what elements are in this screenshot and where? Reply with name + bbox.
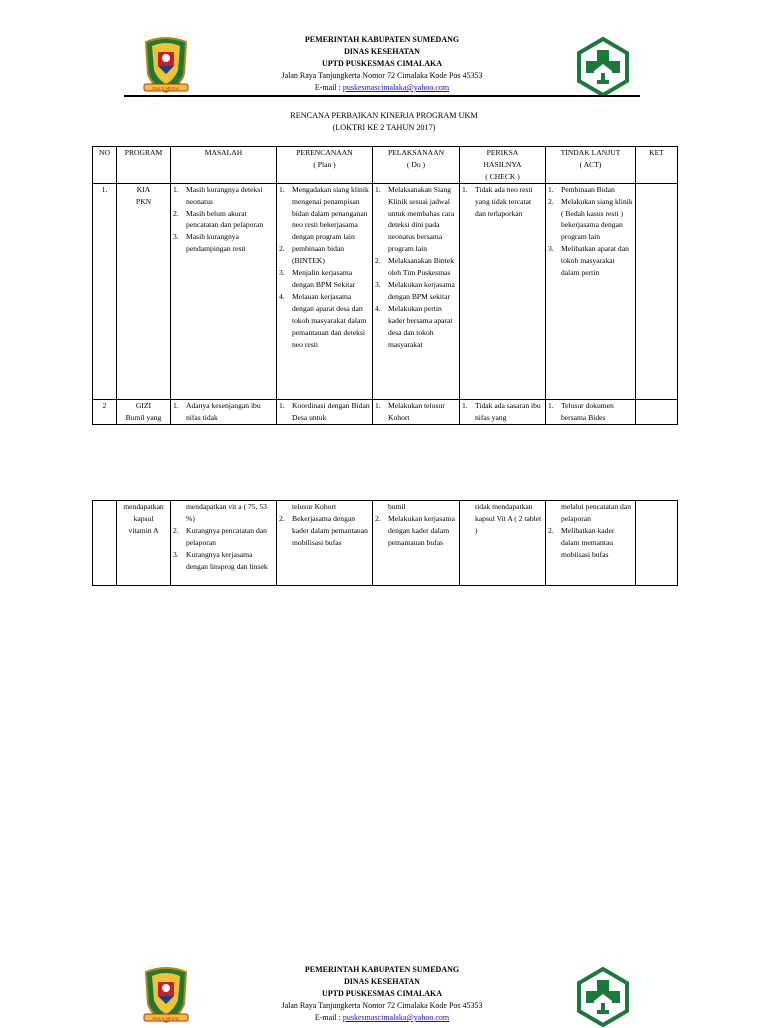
numbered-list [375, 184, 457, 351]
puskesmas-logo [572, 36, 634, 98]
list-item [279, 513, 370, 549]
list-item-number: 3. [548, 244, 554, 254]
list-item [548, 196, 633, 244]
act-continuation: melalui pencatatan dan pelaporan [561, 502, 631, 523]
list-item-text: pembinaan bidan (BINTEK) [292, 244, 345, 266]
list-item [548, 525, 633, 561]
list-item-number: 3. [279, 268, 285, 278]
row-no [93, 501, 117, 586]
numbered-list [462, 400, 543, 424]
list-item [462, 400, 543, 424]
email-link[interactable]: puskesmascimalaka@yahoo.com [342, 1013, 450, 1022]
document-title [0, 110, 768, 134]
government-name: PEMERINTAH KABUPATEN SUMEDANG [304, 35, 460, 44]
numbered-list [173, 184, 274, 255]
do-continuation: bumil [388, 502, 406, 511]
numbered-list [279, 513, 370, 549]
list-item-text: Masih kurangnya deteksi neonatus [186, 184, 263, 206]
col-ket: KET [636, 147, 678, 184]
list-item-number: 2. [279, 244, 285, 254]
col-plan: PERENCANAAN ( Plan ) [277, 147, 373, 184]
list-item [279, 267, 370, 291]
row-masalah [171, 183, 277, 399]
numbered-list [462, 184, 543, 220]
row-act [546, 399, 636, 424]
list-item [173, 525, 274, 549]
row-ket [636, 399, 678, 424]
list-item-number: 3. [173, 549, 179, 559]
table-row [93, 501, 678, 586]
numbered-list [548, 525, 633, 561]
numbered-list [548, 400, 633, 424]
list-item [375, 303, 457, 351]
address: Jalan Raya Tanjungkerta Nomor 72 Cimalaka Kode Pos 45353 [281, 71, 483, 80]
list-item-text: Melibatkan kader dalam memantau mobiisasi bufas [561, 525, 615, 559]
list-item-number: 1. [173, 184, 179, 194]
list-item [375, 255, 457, 279]
list-item [279, 184, 370, 244]
list-item-number: 1. [173, 400, 179, 410]
list-item-number: 1. [462, 184, 468, 194]
list-item-text: Melakukan telusur Kohort [388, 400, 445, 422]
list-item-text: Melakukan siang klinik ( Bedah kasus resti ) bekerjasama dengan program lain [561, 196, 633, 242]
list-item-number: 4. [375, 303, 381, 313]
row-no: 1. [93, 183, 117, 399]
list-item-number: 1. [279, 184, 285, 194]
list-item-number: 2. [548, 525, 554, 535]
row-plan [277, 399, 373, 424]
list-item-text: Masih kurangnya pendampingan resti [186, 232, 246, 254]
list-item [173, 184, 274, 208]
list-item-text: Tidak ada neo resti yang tidak tercatat dan terlaporkan [475, 184, 533, 218]
list-item-text: Mengadakan siang klinik mengenai penampisan bidan dalam penanganan neo resti bekerjasama dengan program lain [292, 184, 369, 242]
list-item-text: Kurangnya kerjasama dengan linsprog dan linsek [186, 549, 268, 571]
puskesmas-name: UPTD PUSKESMAS CIMALAKA [321, 989, 442, 998]
list-item [279, 400, 370, 424]
list-item-text: Masih belum akurat pencatatan dan pelaporan [186, 208, 264, 230]
letterhead-bottom [0, 962, 768, 1022]
list-item-number: 4. [279, 291, 285, 301]
numbered-list [375, 400, 457, 424]
list-item-text: Menjalin kerjasama dengan BPM Sekitar [292, 268, 356, 289]
row-program: KIA PKN [117, 183, 171, 399]
row-do [373, 501, 460, 586]
title-main: RENCANA PERBAIKAN KINERJA PROGRAM UKM [290, 111, 478, 120]
col-do: PELAKSANAAN ( Do ) [373, 147, 460, 184]
address: Jalan Raya Tanjungkerta Nomor 72 Cimalaka Kode Pos 45353 [281, 1001, 483, 1010]
list-item-number: 1. [548, 184, 554, 194]
plan-continuation: telusur Kohort [292, 502, 337, 511]
government-name: PEMERINTAH KABUPATEN SUMEDANG [304, 965, 460, 974]
list-item [173, 549, 274, 573]
list-item-number: 1. [279, 400, 285, 410]
row-check [460, 183, 546, 399]
emblem-motto: INSUN MEDAL [152, 86, 180, 91]
check-continuation: tidak mendapatkan kapsul Vit A ( 2 tablet ) [475, 502, 542, 535]
list-item [173, 231, 274, 255]
list-item-number: 3. [173, 232, 179, 242]
numbered-list [173, 400, 274, 424]
plan-table-continued [92, 500, 678, 586]
list-item-number: 2. [173, 208, 179, 218]
list-item-number: 3. [375, 279, 381, 289]
title-sub: (LOKTRI KE 2 TAHUN 2017) [332, 123, 436, 132]
list-item-text: Melibatkan aparat dan tokoh masyarakat dalam pertin [561, 244, 629, 278]
email-label: E-mail : [314, 83, 343, 92]
row-act [546, 183, 636, 399]
letterhead-divider [124, 95, 640, 97]
list-item [548, 184, 633, 196]
row-ket [636, 183, 678, 399]
email-label: E-mail : [314, 1013, 343, 1022]
numbered-list [279, 400, 370, 424]
list-item-text: Telusur dokumen bersama Bides [561, 400, 614, 422]
list-item [462, 184, 543, 220]
list-item-text: Melaksanakan Bintek oleh Tim Puskesmas [388, 256, 455, 278]
list-item [173, 208, 274, 232]
col-program: PROGRAM [117, 147, 171, 184]
table-row [93, 183, 678, 399]
list-item-text: Adanya kesenjangan ibu nifas tidak [186, 400, 261, 422]
row-masalah [171, 399, 277, 424]
puskesmas-name: UPTD PUSKESMAS CIMALAKA [321, 59, 442, 68]
list-item-number: 2. [375, 513, 381, 523]
list-item [548, 243, 633, 279]
numbered-list [375, 513, 457, 549]
col-masalah: MASALAH [171, 147, 277, 184]
list-item-text: Bekerjasama dengan kader dalam pemantauan mobilisasi bufas [292, 513, 368, 547]
list-item-number: 2. [548, 196, 554, 206]
kabupaten-sumedang-emblem [140, 966, 192, 1024]
row-do [373, 399, 460, 424]
row-masalah [171, 501, 277, 586]
list-item [548, 400, 633, 424]
list-item-text: Kurangnya pencatatan dan pelaporan [186, 525, 267, 547]
list-item-number: 1. [462, 400, 468, 410]
col-act: TINDAK LANJUT ( ACT) [546, 147, 636, 184]
list-item [375, 400, 457, 424]
row-no: 2 [93, 399, 117, 424]
list-item-text: Melakukan pertin kader bersama aparat desa dan tokoh masyarakat [388, 303, 453, 349]
department-name: DINAS KESEHATAN [344, 977, 420, 986]
list-item-text: Melakukan kerjasama dengan kader dalam pemantauan bufas [388, 513, 455, 547]
row-plan [277, 501, 373, 586]
col-check: PERIKSA HASILNYA ( CHECK ) [460, 147, 546, 184]
row-plan [277, 183, 373, 399]
list-item-text: Tidak ada sasaran ibu nifas yang [475, 400, 541, 422]
table-header-row [93, 147, 678, 184]
plan-table [92, 146, 678, 425]
letterhead-text [200, 964, 564, 1024]
masalah-continuation: mendapatkan vit a ( 75, 53 %) [186, 502, 267, 523]
list-item-text: Pembinaan Bidan [561, 184, 615, 194]
list-item-number: 2. [375, 256, 381, 266]
numbered-list [279, 184, 370, 351]
list-item [375, 279, 457, 303]
numbered-list [548, 184, 633, 279]
list-item [375, 513, 457, 549]
list-item-text: Koordinasi dengan Bidan Desa untuk [292, 400, 370, 422]
kabupaten-sumedang-emblem [140, 36, 192, 94]
email-link[interactable]: puskesmascimalaka@yahoo.com [342, 83, 450, 92]
row-act [546, 501, 636, 586]
letterhead-top [0, 32, 768, 92]
list-item-text: Melaksanakan Siang Klinik sesuai jadwal untuk membahas cara deteksi dini pada neonatus bersama program lain [388, 184, 455, 254]
list-item-number: 1. [548, 400, 554, 410]
row-ket [636, 501, 678, 586]
row-do [373, 183, 460, 399]
list-item-number: 1. [375, 184, 381, 194]
list-item-number: 2. [279, 513, 285, 523]
emblem-motto: INSUN MEDAL [152, 1016, 180, 1021]
row-program: GIZI Bumil yang [117, 399, 171, 424]
letterhead-text [200, 34, 564, 94]
puskesmas-logo [572, 966, 634, 1028]
row-check [460, 399, 546, 424]
list-item [279, 291, 370, 351]
list-item-number: 1. [375, 400, 381, 410]
list-item-number: 2. [173, 525, 179, 535]
list-item-text: Melakukan kerjasama dengan BPM sekitar [388, 279, 455, 301]
list-item [279, 243, 370, 267]
list-item [375, 184, 457, 255]
col-no: NO [93, 147, 117, 184]
table-row [93, 399, 678, 424]
list-item [173, 400, 274, 424]
department-name: DINAS KESEHATAN [344, 47, 420, 56]
row-check [460, 501, 546, 586]
list-item-text: Melauan kerjasama dengan aparat desa dan tokoh masyarakat dalam pemantauan dan deteksi neo resti [292, 291, 367, 349]
row-program: mendapatkan kapsul vitamin A [117, 501, 171, 586]
numbered-list [173, 525, 274, 573]
